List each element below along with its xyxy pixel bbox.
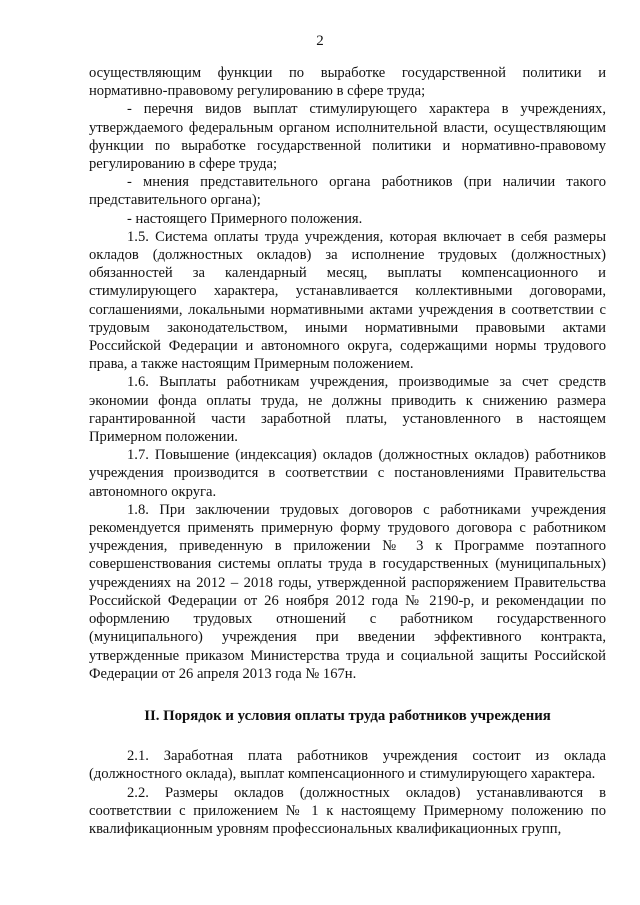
paragraph-1-5: 1.5. Система оплаты труда учреждения, которая включает в себя размеры окладов (должностных окладов) за исполнение трудовых (должностных) обязанностей за календарный месяц, выплаты компенсационного и стимулирующего характера, устанавливается коллективными договорами, соглашениями, локальными нормативными актами учреждения в соответствии с трудовым законодательством, иными нормативными правовыми актами Российской Федерации и автономного округа, содержащими нормы трудового права, а также настоящим Примерным положением. (89, 228, 606, 373)
list-item-employee-representative-opinion: - мнения представительного органа работников (при наличии такого представительного органа); (89, 174, 606, 209)
document-body (89, 64, 606, 838)
paragraph-1-8: 1.8. При заключении трудовых договоров с работниками учреждения рекомендуется применять примерную форму трудового договора с работником учреждения, приведенную в приложении № 3 к Программе поэтапного совершенствования системы оплаты труда в государственных (муниципальных) учреждениях на 2012 – 2018 годы, утвержденной распоряжением Правительства Российской Федерации от 26 ноября 2012 года № 2190-р, и рекомендации по оформлению трудовых отношений с работником государственного (муниципального) учреждения при введении эффективного контракта, утвержденные приказом Министерства труда и социальной защиты Российской Федерации от 26 апреля 2013 года № 167н. (89, 501, 606, 682)
paragraph-continuation: осуществляющим функции по выработке государственной политики и нормативно-правовому регулированию в сфере труда; (89, 65, 606, 100)
paragraph-1-7: 1.7. Повышение (индексация) окладов (должностных окладов) работников учреждения производится в соответствии с постановлениями Правительства автономного округа. (89, 447, 606, 500)
paragraph-1-6: 1.6. Выплаты работникам учреждения, производимые за счет средств экономии фонда оплаты труда, не должны приводить к снижению размера гарантированной части заработной платы, установленного в настоящем Примерном положении. (89, 374, 606, 446)
paragraph-2-2: 2.2. Размеры окладов (должностных окладов) устанавливаются в соответствии с приложением № 1 к настоящему Примерному положению по квалификационным уровням профессиональных квалификационных групп, (89, 784, 606, 837)
paragraph-2-1: 2.1. Заработная плата работников учреждения состоит из оклада (должностного оклада), выплат компенсационного и стимулирующего характера. (89, 748, 606, 783)
list-item-benefits-list: - перечня видов выплат стимулирующего характера в учреждениях, утверждаемого федеральным органом исполнительной власти, осуществляющим функции по выработке государственной политики и нормативно-правовому регулированию в сфере труда; (89, 101, 606, 173)
list-item-this-regulation: - настоящего Примерного положения. (127, 210, 363, 227)
section-heading: II. Порядок и условия оплаты труда работников учреждения (144, 707, 551, 724)
page-number: 2 (316, 33, 324, 49)
